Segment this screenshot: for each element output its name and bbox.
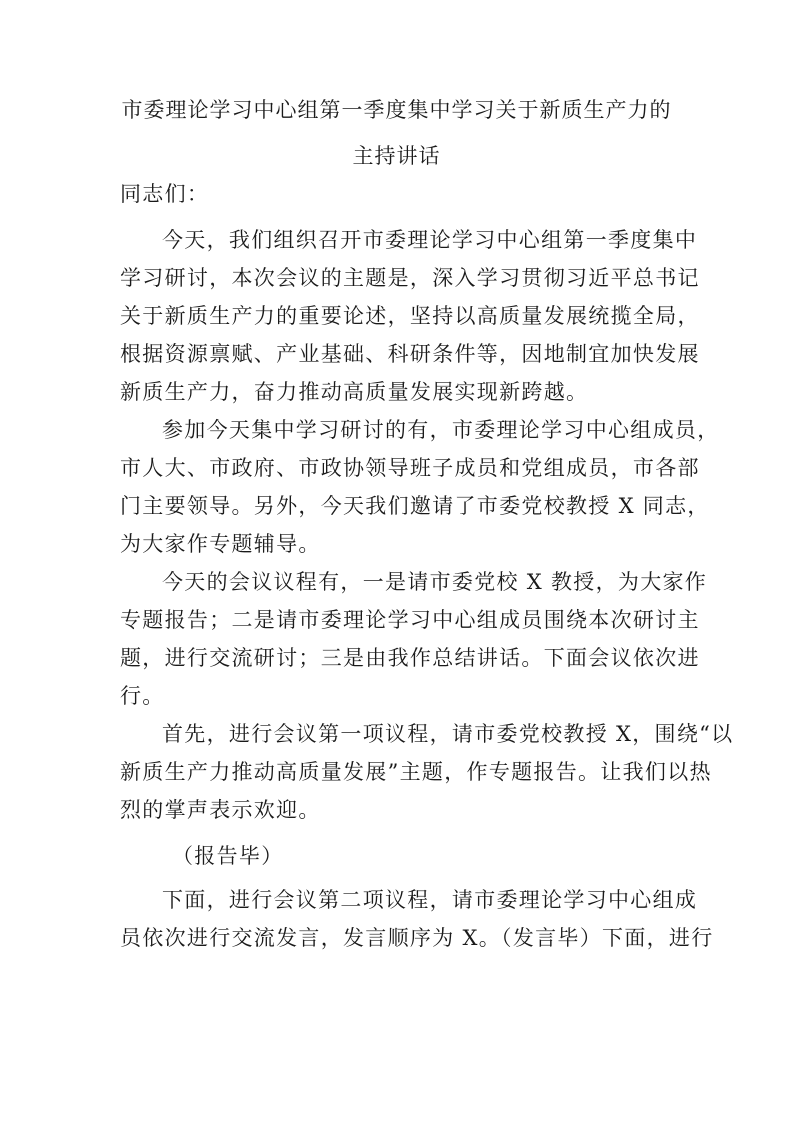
paragraph-1-line-4: 根据资源禀赋、产业基础、科研条件等，因地制宜加快发展 — [120, 342, 700, 366]
paragraph-6-line-2: 员依次进行交流发言，发言顺序为 X。（发言毕）下面，进行 — [120, 926, 714, 950]
paragraph-3-line-2: 专题报告；二是请市委理论学习中心组成员围绕本次研讨主 — [120, 608, 700, 632]
paragraph-3-line-4: 行。 — [120, 684, 165, 708]
paragraph-1-line-5: 新质生产力，奋力推动高质量发展实现新跨越。 — [120, 380, 589, 404]
paragraph-4-line-1: 首先，进行会议第一项议程，请市委党校教授 X，围绕“以 — [162, 722, 734, 746]
paragraph-3-line-1: 今天的会议议程有，一是请市委党校 X 教授，为大家作 — [162, 570, 708, 594]
paragraph-4-line-3: 烈的掌声表示欢迎。 — [120, 798, 321, 822]
paragraph-1-line-2: 学习研讨，本次会议的主题是，深入学习贯彻习近平总书记 — [120, 266, 700, 290]
document-title-line-2: 主持讲话 — [352, 144, 441, 168]
paragraph-2-line-3: 门主要领导。另外，今天我们邀请了市委党校教授 X 同志， — [120, 494, 710, 518]
report-finished-note: （报告毕） — [172, 844, 284, 868]
paragraph-2-line-4: 为大家作专题辅导。 — [120, 532, 321, 556]
paragraph-6-line-1: 下面，进行会议第二项议程，请市委理论学习中心组成 — [162, 888, 698, 912]
salutation: 同志们： — [120, 182, 210, 206]
paragraph-2-line-1: 参加今天集中学习研讨的有，市委理论学习中心组成员， — [162, 418, 720, 442]
paragraph-1-line-1: 今天，我们组织召开市委理论学习中心组第一季度集中 — [162, 228, 698, 252]
paragraph-4-line-2: 新质生产力推动高质量发展”主题，作专题报告。让我们以热 — [120, 760, 712, 784]
paragraph-1-line-3: 关于新质生产力的重要论述，坚持以高质量发展统揽全局， — [120, 304, 700, 328]
document-title-line-1: 市委理论学习中心组第一季度集中学习关于新质生产力的 — [121, 98, 672, 122]
paragraph-2-line-2: 市人大、市政府、市政协领导班子成员和党组成员，市各部 — [120, 456, 700, 480]
paragraph-3-line-3: 题，进行交流研讨；三是由我作总结讲话。下面会议依次进 — [120, 646, 700, 670]
